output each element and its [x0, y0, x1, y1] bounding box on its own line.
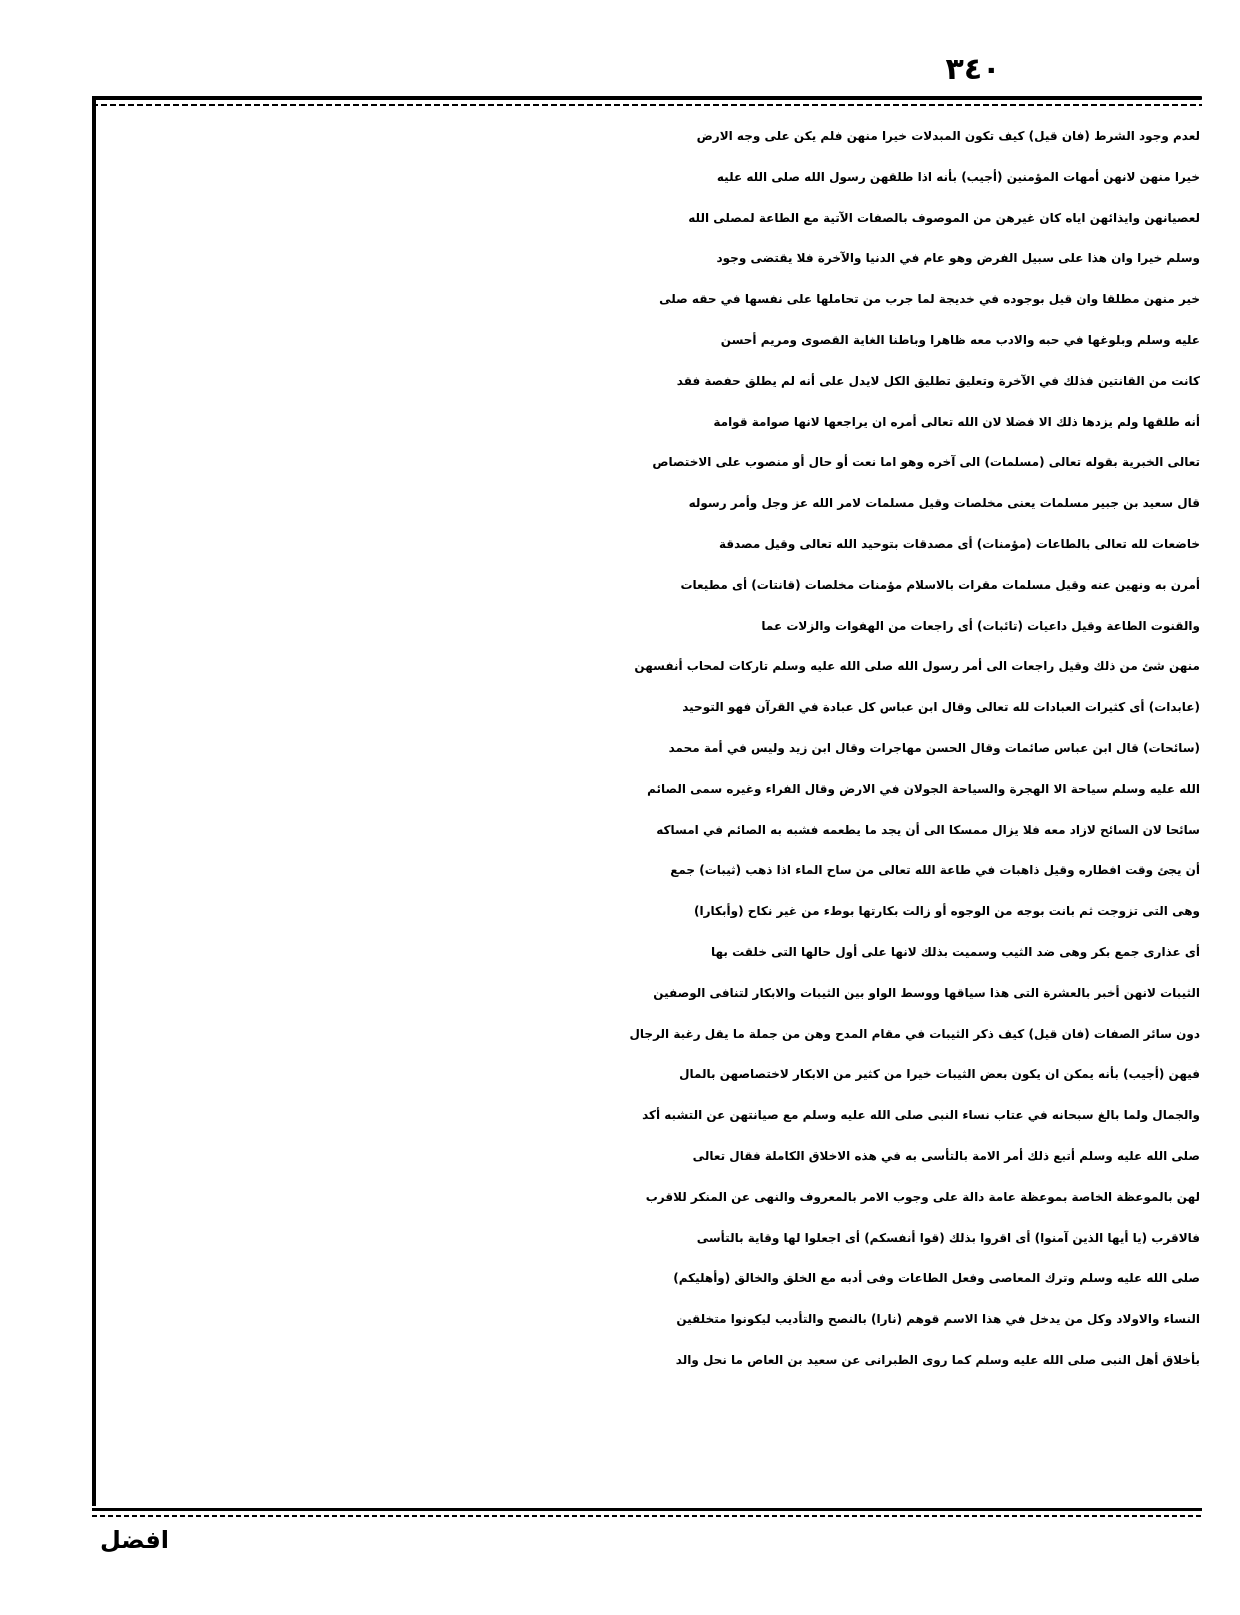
text-line: كانت من القانتين فذلك في الآخرة وتعليق تطليق الكل لايدل على أنه لم يطلق حفصة فقد	[676, 373, 1200, 388]
text-line: خاضعات لله تعالى بالطاعات (مؤمنات) أى مصدقات بتوحيد الله تعالى وقيل مصدقة	[718, 536, 1200, 551]
text-line: (عابدات) أى كثيرات العبادات لله تعالى وقال ابن عباس كل عبادة في القرآن فهو التوحيد	[682, 700, 1200, 715]
text-line: عليه وسلم وبلوغها في حبه والادب معه ظاهرا وباطنا الغاية القصوى ومريم أحسن	[720, 332, 1200, 347]
text-line: خيرا منهن لانهن أمهات المؤمنين (أجيب) بأنه اذا طلقهن رسول الله صلى الله عليه	[716, 169, 1200, 184]
text-line: والجمال ولما بالغ سبحانه في عتاب نساء النبى صلى الله عليه وسلم مع صيانتهن عن التشبه أكد	[642, 1108, 1200, 1123]
text-line: لعصيانهن وايذائهن اياه كان غيرهن من الموصوف بالصفات الآتية مع الطاعة لمصلى الله	[688, 210, 1200, 225]
text-line: منهن شئ من ذلك وقيل راجعات الى أمر رسول الله صلى الله عليه وسلم تاركات لمحاب أنفسهن	[634, 659, 1200, 674]
text-line: بأخلاق أهل النبى صلى الله عليه وسلم كما روى الطبرانى عن سعيد بن العاص ما نحل والد	[675, 1352, 1200, 1367]
text-line: صلى الله عليه وسلم أتبع ذلك أمر الامة بالتأسى به في هذه الاخلاق الكاملة فقال تعالى	[692, 1148, 1200, 1163]
text-line: خير منهن مطلقا وان قيل بوجوده في خديجة لما جرب من تحاملها على نفسها في حقه صلى	[659, 292, 1200, 307]
text-line: صلى الله عليه وسلم وترك المعاصى وفعل الطاعات وفى أدبه مع الخلق والخالق (وأهليكم)	[673, 1271, 1200, 1286]
main-text-block	[100, 116, 1200, 1504]
text-line: الله عليه وسلم سياحة الا الهجرة والسياحة الجولان في الارض وقال الفراء وغيره سمى الصائم	[647, 781, 1200, 796]
text-line: قال سعيد بن جبير مسلمات يعنى مخلصات وقيل مسلمات لامر الله عز وجل وأمر رسوله	[688, 496, 1200, 511]
text-line: فيهن (أجيب) بأنه يمكن ان يكون بعض الثيبات خيرا من كثير من الابكار لاختصاصهن بالمال	[679, 1067, 1200, 1082]
text-line: لهن بالموعظة الخاصة بموعظة عامة دالة على وجوب الامر بالمعروف والنهى عن المنكر للاقرب	[645, 1189, 1200, 1204]
text-line: (سائحات) قال ابن عباس صائمات وقال الحسن مهاجرات وقال ابن زيد وليس في أمة محمد	[668, 740, 1200, 755]
text-line: والقنوت الطاعة وقيل داعيات (تائبات) أى راجعات من الهفوات والزلات عما	[761, 618, 1200, 633]
top-border-rule-inner	[92, 104, 1202, 106]
text-line: أى عذارى جمع بكر وهى ضد الثيب وسميت بذلك لانها على أول حالها التى خلقت بها	[710, 944, 1200, 959]
left-margin-rule	[92, 96, 96, 1506]
text-line: الثيبات لانهن أخبر بالعشرة التى هذا سياقها ووسط الواو بين الثيبات والابكار لتنافى الوصفين	[653, 985, 1200, 1000]
text-line: سائحا لان السائح لازاد معه فلا يزال ممسكا الى أن يجد ما يطعمه فشبه به الصائم في امساكه	[656, 822, 1200, 837]
text-line: فالاقرب (يا أيها الذين آمنوا) أى اقروا بذلك (قوا أنفسكم) أى اجعلوا لها وقاية بالتأسى	[696, 1230, 1200, 1245]
catchword: افضل	[100, 1526, 170, 1554]
page-number: ٣٤٠	[945, 52, 1001, 87]
text-line: النساء والاولاد وكل من يدخل في هذا الاسم قوهم (نارا) بالنصح والتأديب ليكونوا متخلقين	[676, 1312, 1200, 1327]
text-line: أنه طلقها ولم يزدها ذلك الا فضلا لان الله تعالى أمره ان يراجعها لانها صوامة قوامة	[713, 414, 1200, 429]
text-line: وهى التى تزوجت ثم بانت بوجه من الوجوه أو زالت بكارتها بوطء من غير نكاح (وأبكارا)	[694, 904, 1200, 919]
text-line: أمرن به ونهين عنه وقيل مسلمات مقرات بالاسلام مؤمنات مخلصات (قانتات) أى مطيعات	[680, 577, 1200, 592]
bottom-border-rule	[92, 1508, 1202, 1511]
text-line: وسلم خيرا وان هذا على سبيل الفرض وهو عام في الدنيا والآخرة فلا يقتضى وجود	[716, 251, 1200, 266]
text-line: أن يجئ وقت افطاره وقيل ذاهبات في طاعة الله تعالى من ساح الماء اذا ذهب (ثيبات) جمع	[670, 863, 1200, 878]
bottom-border-rule-inner	[92, 1515, 1202, 1517]
text-line: دون سائر الصفات (فان قيل) كيف ذكر الثيبات في مقام المدح وهن من جملة ما يقل رغبة الرجال	[629, 1026, 1200, 1041]
top-border-rule	[92, 96, 1202, 100]
text-line: تعالى الخبرية بقوله تعالى (مسلمات) الى آخره وهو اما نعت أو حال أو منصوب على الاختصاص	[652, 455, 1200, 470]
text-line: لعدم وجود الشرط (فان قيل) كيف تكون المبدلات خيرا منهن فلم يكن على وجه الارض	[696, 129, 1200, 143]
